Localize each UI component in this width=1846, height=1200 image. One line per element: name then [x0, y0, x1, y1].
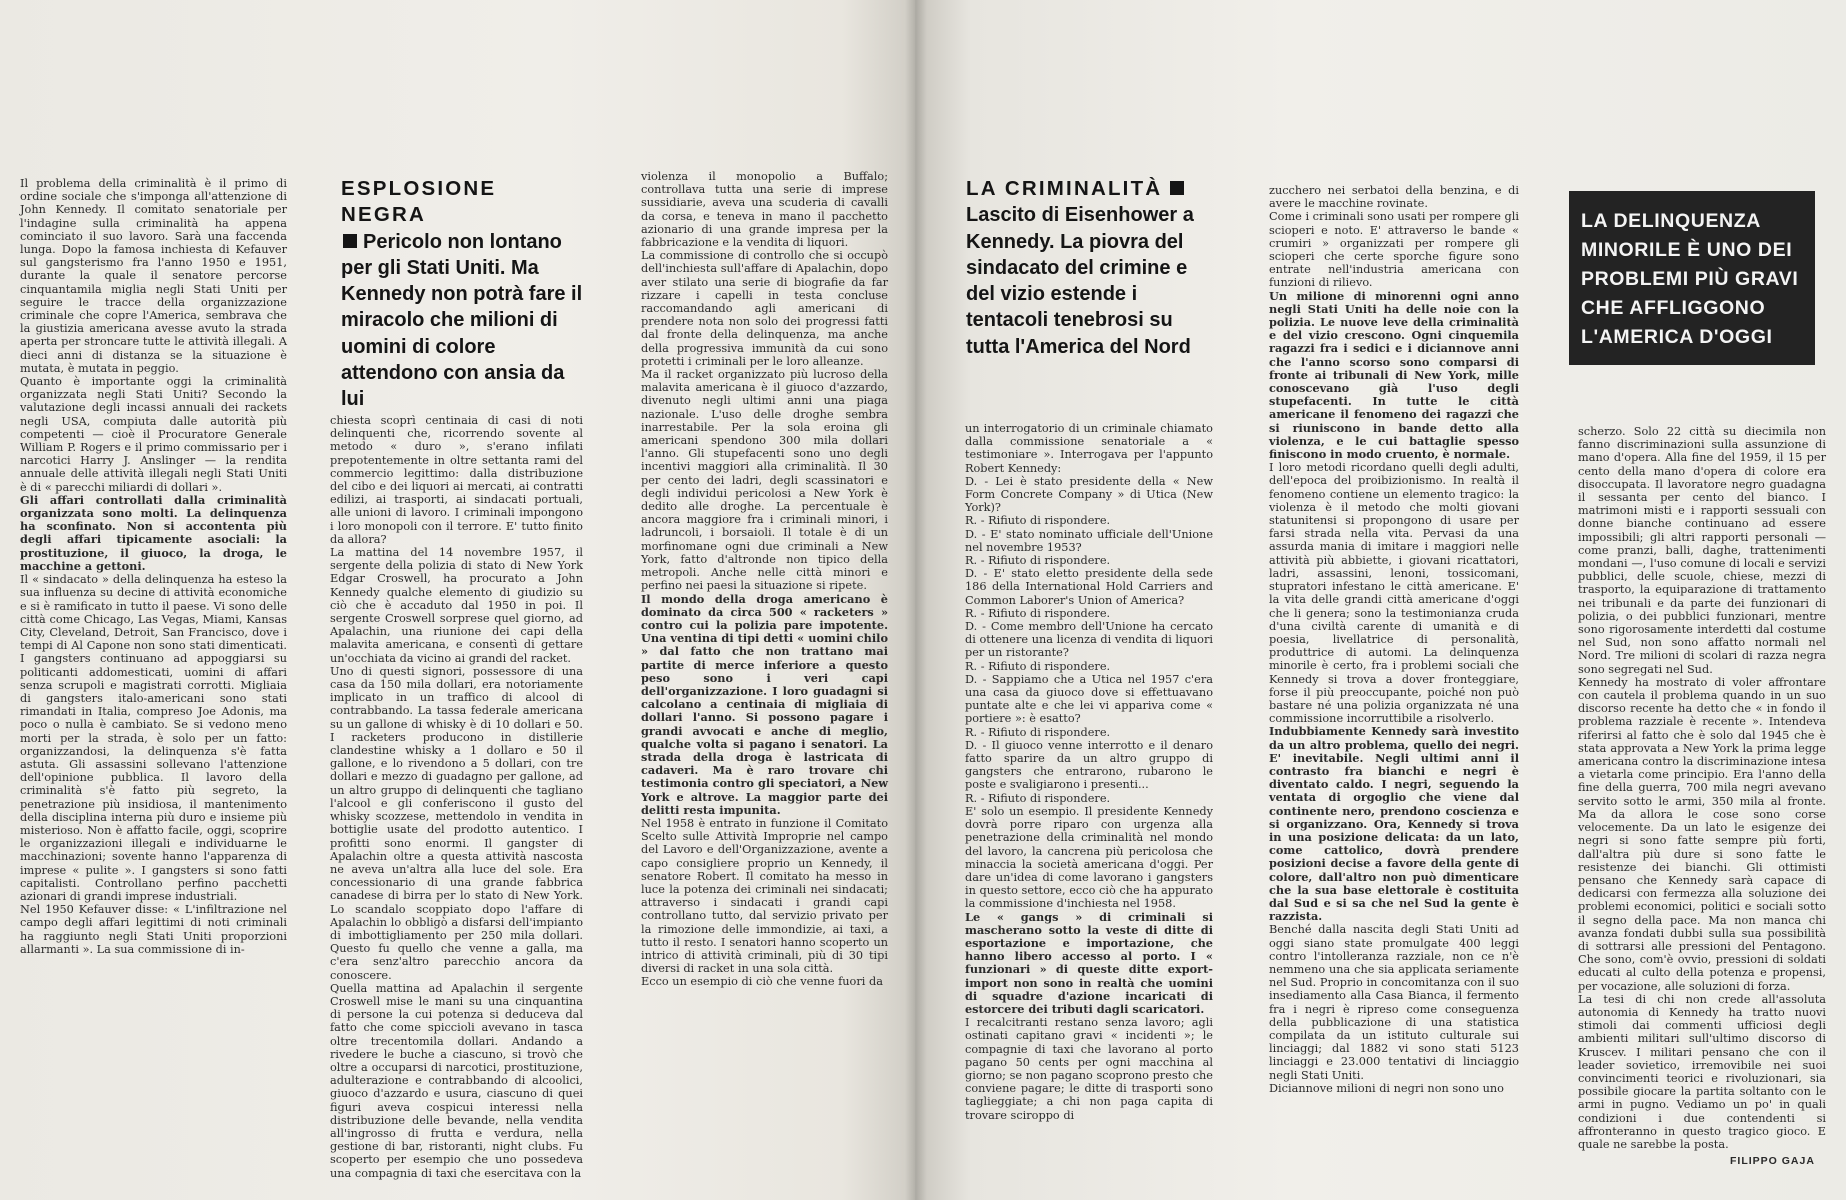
paragraph: Gli affari controllati dalla criminalità organizzata sono molti. La delinquenza ha sconfinato. Non si accontenta più degli affari tipicamente asociali: la prostituzione, il giuoco, la droga, le macchine a gettoni.: [20, 492, 287, 573]
paragraph: Come i criminali sono usati per rompere gli scioperi e noto. E' attraverso le bande « crumiri » organizzati per rompere gli scioperi che certe sporche figure sono entrate nell'industria americana con funzioni di rilievo.: [1269, 210, 1519, 290]
paragraph: D. - Come membro dell'Unione ha cercato di ottenere una licenza di vendita di liquori per un ristorante?: [965, 620, 1213, 660]
article-column-2: [330, 414, 583, 1180]
paragraph: Kennedy ha mostrato di voler affrontare con cautela il problema quando in un suo discorso recente ha detto che « in fondo il problema razziale è recente ». Intendeva riferirsi al fatto che è solo dal 1945 che è stata approvata a New York la prima legge americana contro la discriminazione intesa a vietarla come principio. Era l'anno della fine della guerra, 700 mila negri avevano servito sotto le armi, 350 mila al fronte. Ma da allora le cose sono corse velocemente. Da un lato le esigenze dei negri si sono fatte sempre più forti, dall'altra più dure si sono fatte le resistenze dei bianchi. Gli ottimisti pensano che Kennedy sarà capace di dedicarsi con fermezza alla soluzione dei problemi economici, politici e sociali sotto il segno della pace. Ma non manca chi avanza fondati dubbi sulla sua possibilità di sottrarsi alle pressioni del Pentagono. Che sono, com'è ovvio, pressioni di soldati educati al culto della potenza e propensi, per vocazione, alle soluzioni di forza.: [1578, 675, 1826, 993]
paragraph: Ma il racket organizzato più lucroso della malavita americana è il giuoco d'azzardo, divenuto negli ultimi anni una piaga nazionale. L'uso delle droghe sembra inarrestabile. Per la sola eroina gli americani spendono 300 mila dollari l'anno. Gli stupefacenti sono uno degli incentivi maggiori alla criminalità. Il 30 per cento dei ladri, degli scassinatori e degli individui pericolosi a New York è dedito alle droghe. La percentuale è ancora maggiore fra i criminali minori, i ladruncoli, i borsaioli. Il totale è di un morfinomane ogni due criminali a New York, fatto d'altronde non tipico della metropoli. Anche nelle città minori e perfino nei paesi la situazione si ripete.: [641, 368, 888, 593]
paragraph: R. - Rifiuto di rispondere.: [965, 554, 1111, 568]
paragraph: Ecco un esempio di ciò che venne fuori da: [641, 975, 883, 989]
paragraph: La mattina del 14 novembre 1957, il sergente della polizia di stato di New York Edgar Croswell, ha procurato a John Kennedy qualche elemento di giudizio su ciò che è accaduto dal 1950 in poi. Il sergente Croswell sorprese quel giorno, ad Apalachin, una riunione dei capi della malavita americana, e consentì di gettare un'occhiata da vicino ai grandi del racket.: [330, 546, 583, 665]
paragraph: zucchero nei serbatoi della benzina, e di avere le macchine rovinate.: [1269, 184, 1519, 211]
paragraph: chiesta scoprì centinaia di casi di noti delinquenti che, ricorrendo sovente al metodo « duro », s'erano infilati prepotentemente in oltre settanta rami del commercio legittimo: dalla distribuzione del cibo e dei liquori ai mercati, ai contratti edilizi, ai trasporti, ai sindacati portuali, alle unioni di lavoro. I criminali impongono i loro monopoli con il terrore. E' tutto finito da allora?: [330, 414, 583, 546]
boxed-headline: [1569, 191, 1815, 365]
headline-la-criminalita: [966, 176, 1214, 360]
page-gutter: [905, 0, 927, 1200]
paragraph: D. - E' stato nominato ufficiale dell'Unione nel novembre 1953?: [965, 527, 1213, 554]
paragraph: Benché dalla nascita degli Stati Uniti ad oggi siano state promulgate 400 leggi contro l'intolleranza razziale, non ce n'è nemmeno una che sia applicata seriamente nel Sud. Proprio in concomitanza con il suo insediamento alla Casa Bianca, il fermento fra i negri è ripreso come conseguenza della pubblicazione di una statistica compilata da un istituto culturale sui linciaggi; dal 1882 vi sono stati 5123 linciaggi e 23.000 tentativi di linciaggio negli Stati Uniti.: [1269, 923, 1519, 1082]
paragraph: Quanto è importante oggi la criminalità organizzata negli Stati Uniti? Secondo la valutazione degli incassi annuali dei rackets negli USA, compiuta dalle autorità più competenti — cioè il Procuratore Generale William P. Rogers e il primo commissario per i narcotici Harry J. Anslinger — la rendita annuale delle attività illegali negli Stati Uniti è di « parecchi miliardi di dollari ».: [20, 375, 287, 494]
paragraph: D. - Il giuoco venne interrotto e il denaro fatto sparire da un altro gruppo di gangsters che entrarono, rubarono le poste e svaligiarono i presenti...: [965, 738, 1213, 792]
article-column-5: [1269, 184, 1519, 1095]
headline-text: Pericolo non lontano per gli Stati Uniti. Ma Kennedy non potrà fare il miracolo che milioni di uomini di colore attendono con ansia da lui: [341, 230, 583, 411]
paragraph: D. - Lei è stato presidente della « New Form Concrete Company » di Utica (New York)?: [965, 474, 1213, 515]
paragraph: La tesi di chi non crede all'assoluta autonomia di Kennedy ha tratto nuovi stimoli dai commenti ufficiosi degli ambienti militari sull'ultimo discorso di Kruscev. I militari pensano che con il leader sovietico, irremovibile nei suoi convincimenti teorici e rivoluzionari, sia possibile giocare la partita soltanto con le armi in pugno. Vediamo un po' in quali condizioni i due contendenti si affronteranno in questo tragico gioco. E quale ne sarebbe la posta.: [1578, 992, 1826, 1151]
paragraph: R. - Rifiuto di rispondere.: [965, 606, 1111, 620]
paragraph: Nel 1950 Kefauver disse: « L'infiltrazione nel campo degli affari legittimi di noti criminali ha raggiunto negli Stati Uniti proporzioni allarmanti ». La sua commissione di in-: [20, 903, 287, 956]
paragraph: scherzo. Solo 22 città su diecimila non fanno discriminazioni sulla assunzione di mano d'opera. Alla fine del 1959, il 15 per cento della mano d'opera di colore era disoccupata. Il lavoratore negro guadagna il sessanta per cento del bianco. I matrimoni misti e i rapporti sessuali con donne bianche continuano ad essere impossibili; gli altri rapporti personali — come pranzi, balli, daghe, trattenimenti mondani —, l'uso comune di locali e servizi pubblici, delle scuole, chiese, mezzi di trasporto, la equiparazione di trattamento nei tribunali e da parte dei funzionari di polizia, o dei pubblici funzionari, mentre sono rigorosamente interdetti dal costume nel Sud, non sono affatto normali nel Nord. Tre milioni di scolari di razza negra sono segregati nel Sud.: [1578, 425, 1826, 676]
paragraph: un interrogatorio di un criminale chiamato dalla commissione senatoriale a « testimoniare ». Interrogava per l'appunto Robert Kennedy:: [965, 422, 1213, 475]
headline-kicker: LA CRIMINALITÀ: [966, 177, 1163, 200]
author-signature: FILIPPO GAJA: [1730, 1155, 1815, 1167]
paragraph: Il problema della criminalità è il primo di ordine sociale che s'imponga all'attenzione di John Kennedy. Il comitato senatoriale per l'indagine sulla criminalità ha appena cominciato il suo lavoro. Sarà una faccenda lunga. Dopo la famosa inchiesta di Kefauver sul gangsterismo fra l'anno 1950 e 1951, durante la quale il senatore percorse cinquantamila miglia negli Stati Uniti per seguire le tracce della organizzazione criminale che copre l'America, sembrava che la giustizia americana avesse avuto la strada aperta per stroncare tutte le attività illegali. A dieci anni di distanza se la situazione è mutata, è mutata in peggio.: [20, 177, 287, 375]
article-column-1: [20, 177, 287, 1057]
paragraph: Le « gangs » di criminali si mascherano sotto la veste di ditte di esportazione e importazione, che hanno libero accesso al porto. I « funzionari » di queste ditte export-import non sono in realtà che uomini di squadre d'azione incaricati di estorcere dei tributi dagli scaricatori.: [965, 909, 1213, 1016]
bullet-square-icon: [1170, 181, 1184, 195]
paragraph: Nel 1958 è entrato in funzione il Comitato Scelto sulle Attività Improprie nel campo del Lavoro e dell'Organizzazione, avente a capo consigliere proprio un Kennedy, il senatore Robert. Il comitato ha messo in luce la potenza dei criminali nei sindacati; attraverso i sindacati i grandi capi controllano tutto, dal servizio privato per la rimozione delle immondizie, ai taxi, a tutto il resto. I senatori hanno scoperto un intrico di attività criminali, più di 30 tipi diversi di racket in una sola città.: [641, 816, 888, 976]
article-column-4: [965, 422, 1213, 1177]
article-column-3: [641, 170, 888, 1055]
paragraph: R. - Rifiuto di rispondere.: [965, 514, 1111, 528]
paragraph: R. - Rifiuto di rispondere.: [965, 791, 1111, 805]
boxed-headline-text: LA DELINQUENZA MINORILE È UNO DEI PROBLEMI PIÙ GRAVI CHE AFFLIGGONO L'AMERICA D'OGGI: [1581, 210, 1799, 348]
paragraph: I loro metodi ricordano quelli degli adulti, dell'epoca del proibizionismo. In realtà il fenomeno contiene un elemento tragico: la violenza è il metodo che molti giovani statunitensi si propongono di usare per farsi strada nella vita. Pervasi da una assurda mania di imitare i maggiori nelle attività più abbiette, i giovani ricattatori, ladri, assassini, lenoni, tossicomani, stupratori infestano le città americane. E' la vita delle grandi città americane d'oggi che li genera; sono la testimonianza cruda d'una civiltà carente di umanità e di poesia, livellatrice di personalità, produttrice di automi. La delinquenza minorile è certo, fra i problemi sociali che Kennedy si trova a dover fronteggiare, forse il più preoccupante, poiché non può bastare né una polizia organizzata né una commissione incorruttibile a risolverlo.: [1269, 461, 1519, 726]
paragraph: Il « sindacato » della delinquenza ha esteso la sua influenza su decine di attività economiche e si è ramificato in tutto il paese. Vi sono delle città come Chicago, Las Vegas, Miami, Kansas City, Cleveland, Detroit, San Francisco, dove i tempi di Al Capone non sono stati dimenticati. I gangsters continuano ad appoggiarsi su politicanti addomesticati, uomini di affari senza scrupoli e magistrati corrotti. Migliaia di gangsters italo-americani sono stati rimandati in Italia, compreso Joe Adonis, ma poco o nulla è cambiato. Se si vedono meno morti per la strada, è solo per un fatto: organizzandosi, la delinquenza s'è fatta astuta. Gli assassini sollevano l'attenzione dell'opinione pubblica. Il lavoro della criminalità s'è fatto più segreto, la penetrazione più insidiosa, il mantenimento della disciplina interna più duro e insieme più misterioso. Non è affatto facile, oggi, scoprire le organizzazioni illegali e individuarne le macchinazioni; sovente hanno l'apparenza di imprese « pulite ». I gangsters si sono fatti capitalisti. Controllano perfino pacchetti azionari di grandi imprese industriali.: [20, 573, 287, 903]
paragraph: I recalcitranti restano senza lavoro; agli ostinati capitano gravi « incidenti »; le compagnie di taxi che lavorano al porto pagano 50 cents per ogni macchina al giorno; se non pagano scoprono presto che conviene pagare; le ditte di trasporti sono taglieggiate; a chi non paga capita di trovare sciroppo di: [965, 1016, 1213, 1122]
headline-esplosione-negra: [341, 176, 587, 413]
paragraph: Diciannove milioni di negri non sono uno: [1269, 1081, 1504, 1095]
paragraph: Un milione di minorenni ogni anno negli Stati Uniti ha delle noie con la polizia. Le nuove leve della criminalità e del vizio crescono. Ogni cinquemila ragazzi fra i sedici e i diciannove anni che l'anno scorso sono comparsi di fronte ai tribunali di New York, mille conoscevano già l'uso degli stupefacenti. In tutte le città americane il fenomeno dei ragazzi che si riuniscono in bande detto alla violenza, e le cui battaglie spesso finiscono in modo cruento, è normale.: [1269, 288, 1519, 462]
paragraph: Indubbiamente Kennedy sarà investito da un altro problema, quello dei negri. E' inevitabile. Negli ultimi anni il contrasto fra bianchi e negri è diventato caldo. I negri, seguendo la ventata di orgoglio che viene dal continente nero, prendono coscienza e si organizzano. Ora, Kennedy si trova in una posizione delicata: da un lato, come cattolico, dovrà prendere posizioni decise a favore della gente di colore, dall'altro non può dimenticare che la sua base elettorale è costituita dal Sud e si sa che nel Sud la gente è razzista.: [1269, 724, 1519, 924]
article-column-6: [1578, 425, 1826, 1151]
paragraph: D. - E' stato eletto presidente della sede 186 della International Hold Carriers and Common Laborer's Union of America?: [965, 567, 1213, 607]
paragraph: D. - Sappiamo che a Utica nel 1957 c'era una casa da giuoco dove si effettuavano puntate alte e che lei vi appariva come « portiere »: è esatto?: [965, 672, 1213, 726]
paragraph: Uno di questi signori, possessore di una casa da 150 mila dollari, era notoriamente implicato in un traffico di alcool di contrabbando. La tassa federale americana su un gallone di whisky è di 10 dollari e 50. I racketers producono in distillerie clandestine whisky a 1 dollaro e 50 il gallone, e lo rivendono a 5 dollari, con tre dollari e mezzo di guadagno per gallone, ad un altro gruppo di delinquenti che tagliano l'alcool e gli conferiscono il gusto del whisky scozzese, mettendolo in vendita in bottiglie usate del prodotto autentico. I profitti sono enormi. Il gangster di Apalachin oltre a questa attività nascosta ne aveva un'altra alla luce del sole. Era concessionario di una grande fabbrica canadese di birra per lo stato di New York. Lo scandalo scoppiato dopo l'affare di Apalachin lo obbligò a disfarsi dell'impianto di imbottigliamento per 250 mila dollari. Questo fu quello che venne a galla, ma c'era senz'altro parecchio ancora da conoscere.: [330, 664, 583, 982]
paragraph: Il mondo della droga americano è dominato da circa 500 « racketers » contro cui la polizia pare impotente. Una ventina di tipi detti « uomini chilo » dal fatto che non trattano mai partite di merce inferiore a questo peso sono i veri capi dell'organizzazione. I loro guadagni si calcolano a centinaia di migliaia di dollari l'anno. Si possono pagare i grandi avvocati e anche di meglio, qualche volta si pagano i senatori. La strada della droga è lastricata di cadaveri. Ma è raro trovare chi testimonia contro gli speciatori, a New York e altrove. La maggior parte dei delitti resta impunita.: [641, 591, 888, 817]
bullet-square-icon: [343, 234, 357, 248]
paragraph: R. - Rifiuto di rispondere.: [965, 725, 1111, 739]
paragraph: La commissione di controllo che si occupò dell'inchiesta sull'affare di Apalachin, dopo aver stilato una serie di biografie da far rizzare i capelli in testa concluse raccomandando agli americani di prendere nota non solo dei progressi fatti dal fronte della delinquenza, ma anche della progressiva immunità da cui sono protetti i criminali per le loro alleanze.: [641, 249, 888, 368]
paragraph: violenza il monopolio a Buffalo; controllava tutta una serie di imprese sussidiarie, aveva una scuderia di cavalli da corsa, e teneva in mano il pacchetto azionario di una grande impresa per la fabbricazione e la vendita di liquori.: [641, 170, 888, 250]
headline-kicker: ESPLOSIONE NEGRA: [341, 177, 497, 227]
paragraph: R. - Rifiuto di rispondere.: [965, 659, 1111, 673]
headline-text: Lascito di Eisenhower a Kennedy. La piovra del sindacato del crimine e del vizio estende i tentacoli tenebrosi su tutta l'America del Nord: [966, 204, 1194, 358]
paragraph: Quella mattina ad Apalachin il sergente Croswell mise le mani su una cinquantina di persone la cui potenza si deduceva dal fatto che come spiccioli avevano in tasca oltre trecentomila dollari. Andando a rivedere le buche a ciascuno, si trovò che oltre a occuparsi di narcotici, prostituzione, adulterazione e contrabbando di alcoolici, giuoco d'azzardo e usura, ciascuno di quei figuri aveva cospicui interessi nella distribuzione delle bevande, nella vendita all'ingrosso di frutta e verdura, nella gestione di bar, ristoranti, night clubs. Fu scoperto per esempio che uno possedeva una compagnia di taxi che esercitava con la: [330, 981, 583, 1180]
paragraph: E' solo un esempio. Il presidente Kennedy dovrà porre riparo con urgenza alla penetrazione della criminalità nel mondo del lavoro, la cancrena più pericolosa che minaccia la società americana d'oggi. Per dare un'idea di come lavorano i gangsters in questo settore, ecco ciò che ha appurato la commissione d'inchiesta nel 1958.: [965, 804, 1213, 911]
